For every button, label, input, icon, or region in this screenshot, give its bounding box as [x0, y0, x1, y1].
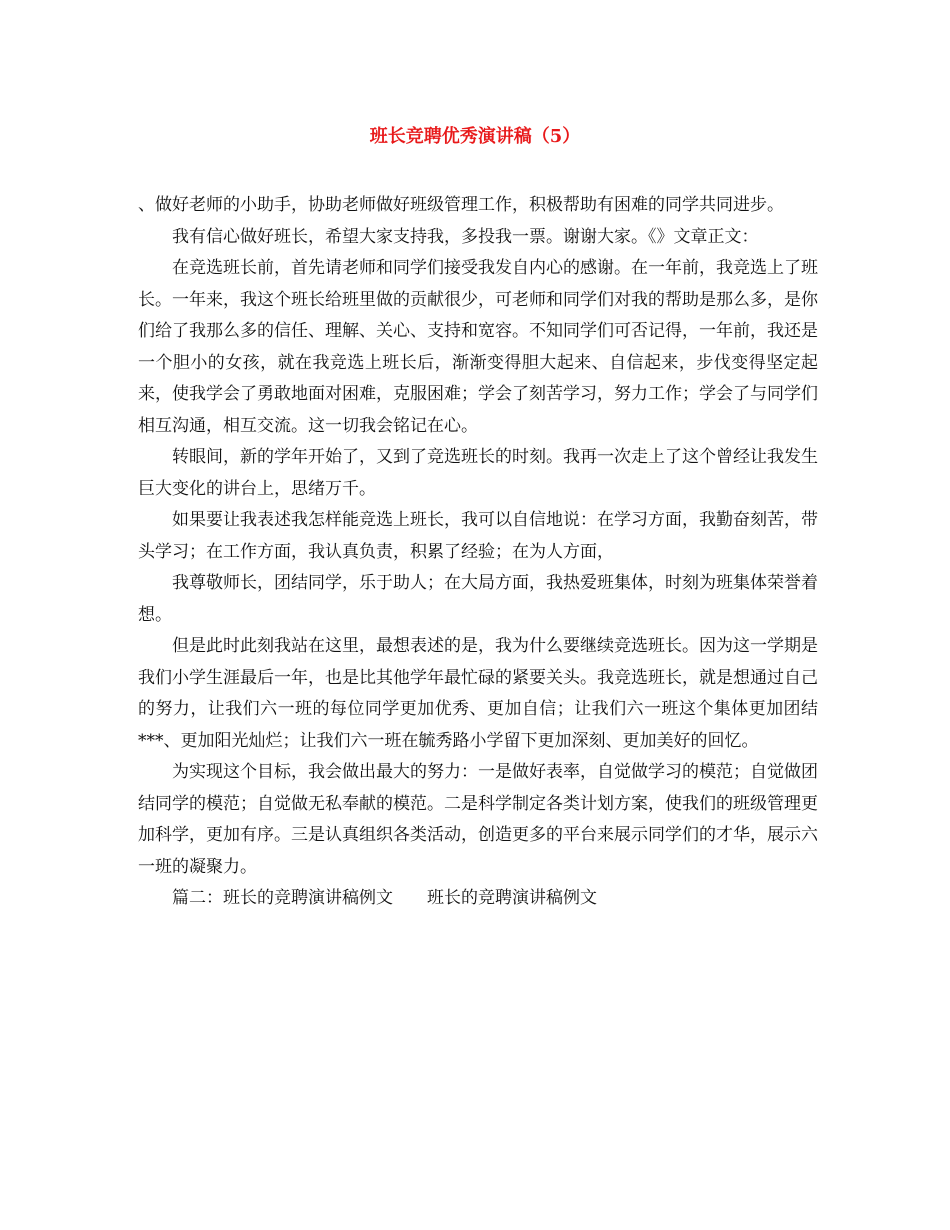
paragraph: 我尊敬师长，团结同学，乐于助人；在大局方面，我热爱班集体，时刻为班集体荣誉着想。: [138, 573, 818, 625]
paragraph: 转眼间，新的学年开始了，又到了竞选班长的时刻。我再一次走上了这个曾经让我发生巨大变化的讲台上，思绪万千。: [138, 447, 818, 499]
section-heading-line: [138, 883, 818, 915]
paragraph: 如果要让我表述我怎样能竞选上班长，我可以自信地说：在学习方面，我勤奋刻苦，带头学习；在工作方面，我认真负责，积累了经验；在为人方面，: [138, 510, 818, 562]
paragraph: 但是此时此刻我站在这里，最想表述的是，我为什么要继续竞选班长。因为这一学期是我们小学生涯最后一年，也是比其他学年最忙碌的紧要关头。我竞选班长，就是想通过自己的努力，让我们六一班的每位同学更加优秀、更加自信；让我们六一班这个集体更加团结***、更加阳光灿烂；让我们六一班在毓秀路小学留下更加深刻、更加美好的回忆。: [138, 636, 818, 751]
section-subheading: 班长的竞聘演讲稿例文: [427, 888, 597, 908]
paragraph: 为实现这个目标，我会做出最大的努力：一是做好表率，自觉做学习的模范；自觉做团结同学的模范；自觉做无私奉献的模范。二是科学制定各类计划方案，使我们的班级管理更加科学，更加有序。三是认真组织各类活动，创造更多的平台来展示同学们的才华，展示六一班的凝聚力。: [138, 762, 818, 877]
document-body: [138, 190, 818, 915]
paragraph: 我有信心做好班长，希望大家支持我，多投我一票。谢谢大家。《》文章正文：: [172, 226, 759, 247]
paragraph: 、做好老师的小助手，协助老师做好班级管理工作，积极帮助有困难的同学共同进步。: [138, 195, 784, 215]
paragraph: 在竞选班长前，首先请老师和同学们接受我发自内心的感谢。在一年前，我竞选上了班长。一年来，我这个班长给班里做的贡献很少，可老师和同学们对我的帮助是那么多，是你们给了我那么多的信任、理解、关心、支持和宽容。不知同学们可否记得，一年前，我还是一个胆小的女孩，就在我竞选上班长后，渐渐变得胆大起来、自信起来，步伐变得坚定起来，使我学会了勇敢地面对困难，克服困难；学会了刻苦学习，努力工作；学会了与同学们相互沟通，相互交流。这一切我会铭记在心。: [138, 258, 818, 436]
document-title: 班长竞聘优秀演讲稿（5）: [369, 126, 581, 147]
section-heading: 篇二：班长的竞聘演讲稿例文: [172, 888, 393, 908]
